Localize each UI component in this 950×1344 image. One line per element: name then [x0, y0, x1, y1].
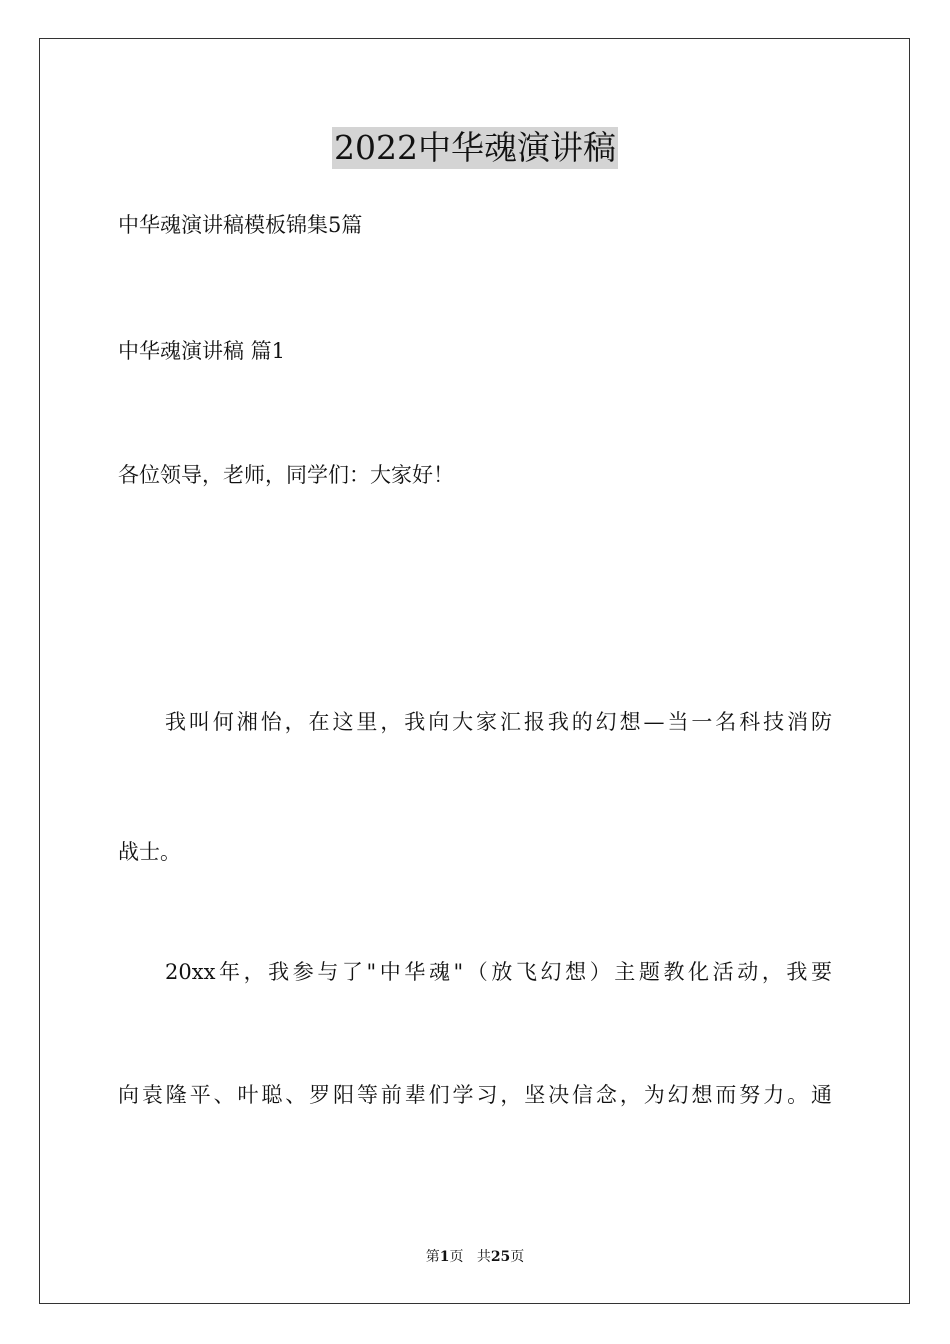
section-heading: 中华魂演讲稿 篇1	[118, 339, 286, 363]
footer-total-prefix: 共	[476, 1249, 491, 1265]
footer-total-suffix: 页	[510, 1249, 525, 1265]
footer-page-number: 1	[439, 1249, 450, 1265]
page-footer	[0, 1247, 950, 1267]
footer-page-suffix: 页	[449, 1249, 464, 1265]
title-container	[0, 127, 950, 169]
footer-total-pages: 25	[490, 1249, 511, 1265]
paragraph-line-3: 20xx年，我参与了"中华魂"（放飞幻想）主题教化活动，我要	[165, 960, 832, 984]
greeting: 各位领导，老师，同学们：大家好！	[118, 463, 454, 487]
footer-page-prefix: 第	[425, 1249, 440, 1265]
document-title: 2022中华魂演讲稿	[334, 128, 616, 167]
paragraph-line-4: 向袁隆平、叶聪、罗阳等前辈们学习，坚决信念，为幻想而努力。通	[118, 1083, 832, 1107]
paragraph-line-2: 战士。	[118, 840, 181, 864]
document-subtitle: 中华魂演讲稿模板锦集5篇	[118, 213, 363, 237]
paragraph-line-1: 我叫何湘怡，在这里，我向大家汇报我的幻想—当一名科技消防	[165, 710, 832, 734]
